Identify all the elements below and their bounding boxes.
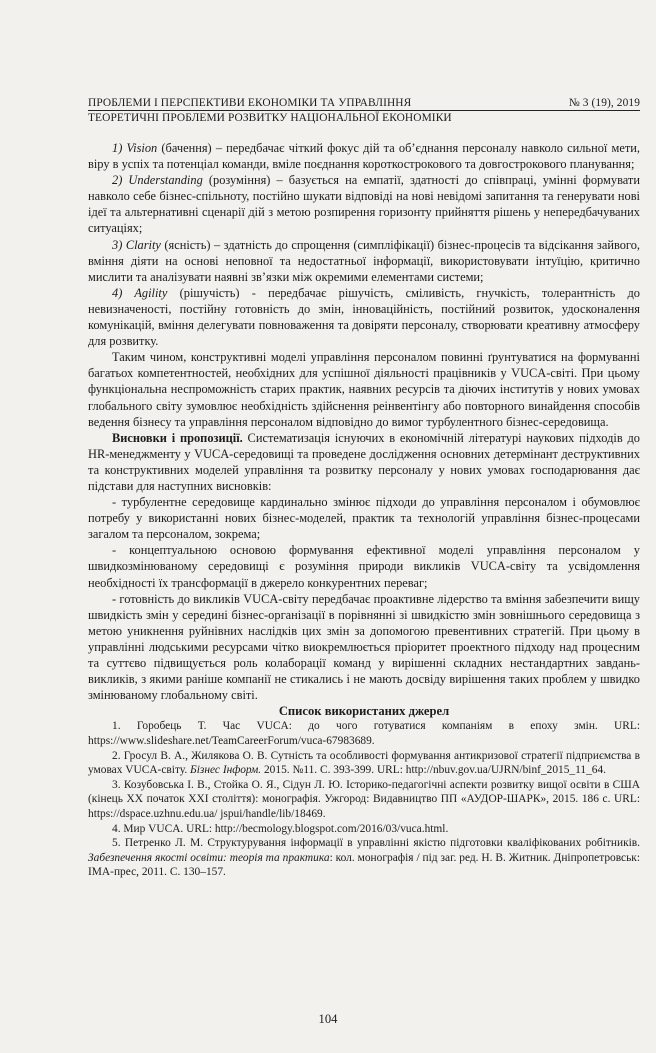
conclusion-bullet: - концептуальною основою формування ефективної моделі управління персоналом у швидкозмінюваному середовищі є розуміння природи викликів VUCA-світу та усвідомлення необхідності їх трансформації в джерело конкурентних переваг; <box>88 543 640 590</box>
reference-item: 2. Гросул В. А., Жилякова О. В. Сутність та особливості формування антикризової стратегії підприємства в умовах VUCA-світу. Бізнес Інформ. 2015. №11. С. 393-399. URL: http://nbuv.gov.ua/UJRN/binf_2015_11_64. <box>88 749 640 777</box>
conclusions-heading: Висновки і пропозиції. <box>112 430 243 445</box>
reference-item: 1. Горобець Т. Час VUCA: до чого готуватися компаніям в епоху змін. URL: https://www.slideshare.net/TeamCareerForum/vuca-67983689. <box>88 720 640 747</box>
issue-number: № 3 (19), 2019 <box>568 97 640 109</box>
section-title: ТЕОРЕТИЧНІ ПРОБЛЕМИ РОЗВИТКУ НАЦІОНАЛЬНОЇ ЕКОНОМІКИ <box>88 112 452 124</box>
list-item: 2) Understanding (розуміння) – базується на емпатії, здатності до співпраці, умінні формувати навколо себе бізнес-спільноту, постійно шукати відповіді на нові невідомі запитання та генерувати нові ідеї та альтернативні сценарії дій з метою розпирення горизонту прийняття рішень у непередбачуваних ситуаціях; <box>88 173 640 236</box>
reference-item: 5. Петренко Л. М. Структурування інформації в управлінні якістю підготовки кваліфікованих робітників. Забезпечення якості освіти: теорія та практика: кол. монографія / під заг. ред. Н. В. Житник. Дніпропетровськ: ІМА-прес, 2011. С. 130–157. <box>88 837 640 879</box>
conclusion-bullet: - турбулентне середовище кардинально змінює підходи до управління персоналом і обумовлює потребу у використанні нових бізнес-моделей, практик та технологій управління бізнес-процесами загалом та персоналом, зокрема; <box>88 495 640 542</box>
page-number: 104 <box>318 1012 338 1026</box>
running-header <box>88 93 640 124</box>
references-list <box>88 719 640 880</box>
journal-title: ПРОБЛЕМИ І ПЕРСПЕКТИВИ ЕКОНОМІКИ ТА УПРАВЛІННЯ <box>88 97 412 109</box>
references-title: Список використаних джерел <box>278 704 450 719</box>
conclusion-bullet: - готовність до викликів VUCA-світу передбачає проактивне лідерство та вміння забезпечити вищу швидкість змін у середині бізнес-організації в порівнянні зі швидкістю змін зовнішнього середовища з метою уникнення руйнівних наслідків цих змін за допомогою превентивних стратегій. При цьому в управлінні людськими ресурсами чітко виокремлюється пріоритет проектного підходу над процесним та суттєво підвищується роль колаборації команд у вирішенні складних нестандартних завдань-викликів, з якими раніше компанії не стикались і не мають досвіду вирішення таких проблем у швидко змінюваному глобальному світі. <box>88 591 640 703</box>
reference-item: 3. Козубовська І. В., Стойка О. Я., Сідун Л. Ю. Історико-педагогічні аспекти розвитку вищої освіти в США (кінець XX початок XXI століття): монографія. Ужгород: Видавництво ПП «АУДОР-ШАРК», 2015. 186 с. URL: https://dspace.uzhnu.edu.ua/ jspui/handle/lib/18469. <box>88 778 640 820</box>
list-item: 3) Clarity (ясність) – здатність до спрощення (симпліфікації) бізнес-процесів та відсікання зайвого, вміння діяти на основі неповної та недостатньої інформації, використовувати інтуїцію, критично мислити та аналізувати наявні зв’язки між окремими елементами системи; <box>88 237 640 284</box>
article-body <box>88 140 640 880</box>
conclusions-paragraph: Висновки і пропозиції. Систематизація існуючих в економічній літературі наукових підходів до HR-менеджменту у VUCA-середовищі та проведене дослідження основних детермінант деструктивних та конструктивних моделей управління та розвитку персоналу у нових умовах господарювання дає підстави для наступних висновків: <box>88 430 640 493</box>
header-rule <box>88 110 640 111</box>
list-item: 4) Agility (рішучість) - передбачає рішучість, сміливість, гнучкість, толерантність до невизначеності, постійну готовність до змін, інноваційність, постійний розвиток, удосконалення комунікацій, вміння делегувати повноваження та довіряти персоналу, створювати креативну атмосферу для розвитку. <box>88 285 640 349</box>
list-item: 1) Vision (бачення) – передбачає чіткий фокус дій та об’єднання персоналу навколо сильної мети, віру в успіх та потенціал команди, вміле поєднання короткострокового та довгострокового планування; <box>88 141 640 172</box>
reference-item: 4. Мир VUCA. URL: http://becmology.blogspot.com/2016/03/vuca.html. <box>112 822 449 835</box>
summary-paragraph: Таким чином, конструктивні моделі управління персоналом повинні ґрунтуватися на формуванні багатьох компетентностей, необхідних для успішної діяльності працівників у VUCA-світі. При цьому функціональна неспроможність старих практик, наявних ресурсів та діючих інститутів у нових умовах глобального світу зумовлює необхідність здійснення реінвентінгу або повторного винайдення способів ведення бізнесу та управління персоналом відповідно до вимог турбулентного бізнес-середовища. <box>88 350 640 429</box>
